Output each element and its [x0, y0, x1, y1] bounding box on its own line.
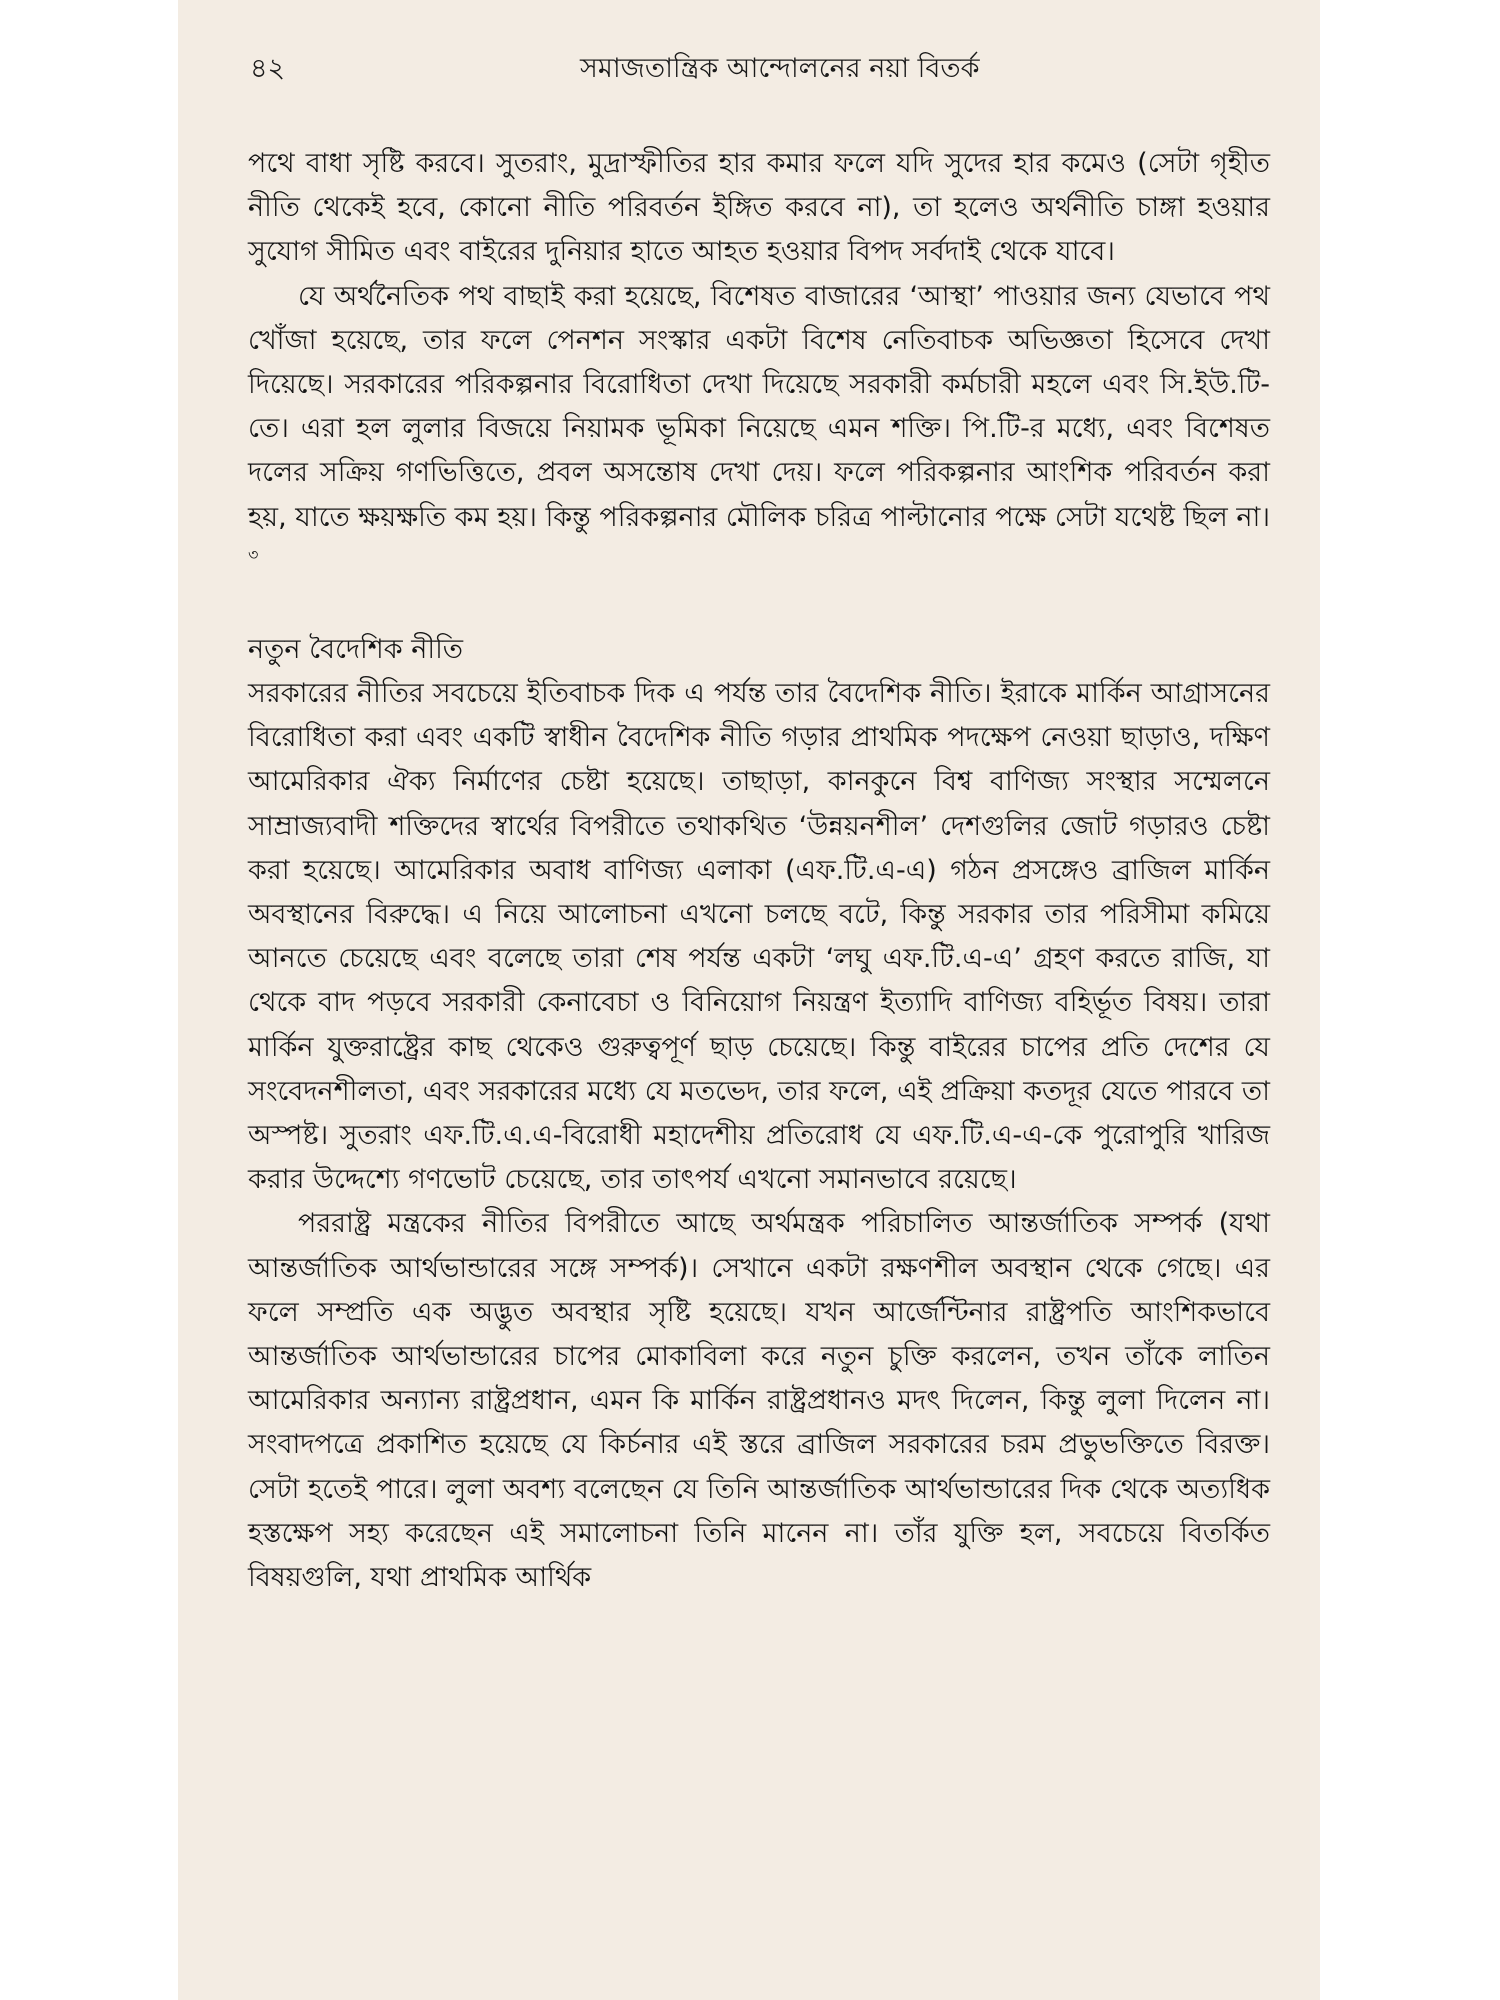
page-body	[248, 142, 1270, 1600]
section-heading: নতুন বৈদেশিক নীতি	[248, 634, 464, 666]
running-title: সমাজতান্ত্রিক আন্দোলনের নয়া বিতর্ক	[580, 53, 980, 84]
paragraph-4: পররাষ্ট্র মন্ত্রকের নীতির বিপরীতে আছে অর্থমন্ত্রক পরিচালিত আন্তর্জাতিক সম্পর্ক (যথা আন্তর্জাতিক আর্থভান্ডারের সঙ্গে সম্পর্ক)। সেখানে একটা রক্ষণশীল অবস্থান থেকে গেছে। এর ফলে সম্প্রতি এক অদ্ভুত অবস্থার সৃষ্টি হয়েছে। যখন আর্জেন্টিনার রাষ্ট্রপতি আংশিকভাবে আন্তর্জাতিক আর্থভান্ডারের চাপের মোকাবিলা করে নতুন চুক্তি করলেন, তখন তাঁকে লাতিন আমেরিকার অন্যান্য রাষ্ট্রপ্রধান, এমন কি মার্কিন রাষ্ট্রপ্রধানও মদৎ দিলেন, কিন্তু লুলা দিলেন না। সংবাদপত্রে প্রকাশিত হয়েছে যে কির্চনার এই স্তরে ব্রাজিল সরকারের চরম প্রভুভক্তিতে বিরক্ত। সেটা হতেই পারে। লুলা অবশ্য বলেছেন যে তিনি আন্তর্জাতিক আর্থভান্ডারের দিক থেকে অত্যধিক হস্তক্ষেপ সহ্য করেছেন এই সমালোচনা তিনি মানেন না। তাঁর যুক্তি হল, সবচেয়ে বিতর্কিত বিষয়গুলি, যথা প্রাথমিক আর্থিক	[248, 1208, 1270, 1594]
paragraph-1: পথে বাধা সৃষ্টি করবে। সুতরাং, মুদ্রাস্ফীতির হার কমার ফলে যদি সুদের হার কমেও (সেটা গৃহীত নীতি থেকেই হবে, কোনো নীতি পরিবর্তন ইঙ্গিত করবে না), তা হলেও অর্থনীতি চাঙ্গা হওয়ার সুযোগ সীমিত এবং বাইরের দুনিয়ার হাতে আহত হওয়ার বিপদ সর্বদাই থেকে যাবে।	[248, 148, 1270, 268]
page-header	[250, 42, 1260, 98]
paragraph-2-text: যে অর্থনৈতিক পথ বাছাই করা হয়েছে, বিশেষত বাজারের ‘আস্থা’ পাওয়ার জন্য যেভাবে পথ খোঁজা হয়েছে, তার ফলে পেনশন সংস্কার একটা বিশেষ নেতিবাচক অভিজ্ঞতা হিসেবে দেখা দিয়েছে। সরকারের পরিকল্পনার বিরোধিতা দেখা দিয়েছে সরকারী কর্মচারী মহলে এবং সি.ইউ.টি-তে। এরা হল লুলার বিজয়ে নিয়ামক ভূমিকা নিয়েছে এমন শক্তি। পি.টি-র মধ্যে, এবং বিশেষত দলের সক্রিয় গণভিত্তিতে, প্রবল অসন্তোষ দেখা দেয়। ফলে পরিকল্পনার আংশিক পরিবর্তন করা হয়, যাতে ক্ষয়ক্ষতি কম হয়। কিন্তু পরিকল্পনার মৌলিক চরিত্র পাল্টানোর পক্ষে সেটা যথেষ্ট ছিল না।	[248, 280, 1270, 533]
footnote-marker: ৩	[248, 544, 259, 564]
book-page	[178, 0, 1320, 2000]
page-number: ৪২	[250, 53, 286, 84]
paragraph-3: সরকারের নীতির সবচেয়ে ইতিবাচক দিক এ পর্যন্ত তার বৈদেশিক নীতি। ইরাকে মার্কিন আগ্রাসনের বিরোধিতা করা এবং একটি স্বাধীন বৈদেশিক নীতি গড়ার প্রাথমিক পদক্ষেপ নেওয়া ছাড়াও, দক্ষিণ আমেরিকার ঐক্য নির্মাণের চেষ্টা হয়েছে। তাছাড়া, কানকুনে বিশ্ব বাণিজ্য সংস্থার সম্মেলনে সাম্রাজ্যবাদী শক্তিদের স্বার্থের বিপরীতে তথাকথিত ‘উন্নয়নশীল’ দেশগুলির জোট গড়ারও চেষ্টা করা হয়েছে। আমেরিকার অবাধ বাণিজ্য এলাকা (এফ.টি.এ-এ) গঠন প্রসঙ্গেও ব্রাজিল মার্কিন অবস্থানের বিরুদ্ধে। এ নিয়ে আলোচনা এখনো চলছে বটে, কিন্তু সরকার তার পরিসীমা কমিয়ে আনতে চেয়েছে এবং বলেছে তারা শেষ পর্যন্ত একটা ‘লঘু এফ.টি.এ-এ’ গ্রহণ করতে রাজি, যা থেকে বাদ পড়বে সরকারী কেনাবেচা ও বিনিয়োগ নিয়ন্ত্রণ ইত্যাদি বাণিজ্য বহির্ভূত বিষয়। তারা মার্কিন যুক্তরাষ্ট্রের কাছ থেকেও গুরুত্বপূর্ণ ছাড় চেয়েছে। কিন্তু বাইরের চাপের প্রতি দেশের যে সংবেদনশীলতা, এবং সরকারের মধ্যে যে মতভেদ, তার ফলে, এই প্রক্রিয়া কতদূর যেতে পারবে তা অস্পষ্ট। সুতরাং এফ.টি.এ.এ-বিরোধী মহাদেশীয় প্রতিরোধ যে এফ.টি.এ-এ-কে পুরোপুরি খারিজ করার উদ্দেশ্যে গণভোট চেয়েছে, তার তাৎপর্য এখনো সমানভাবে রয়েছে।	[248, 678, 1270, 1196]
paragraph-2	[248, 275, 1270, 584]
